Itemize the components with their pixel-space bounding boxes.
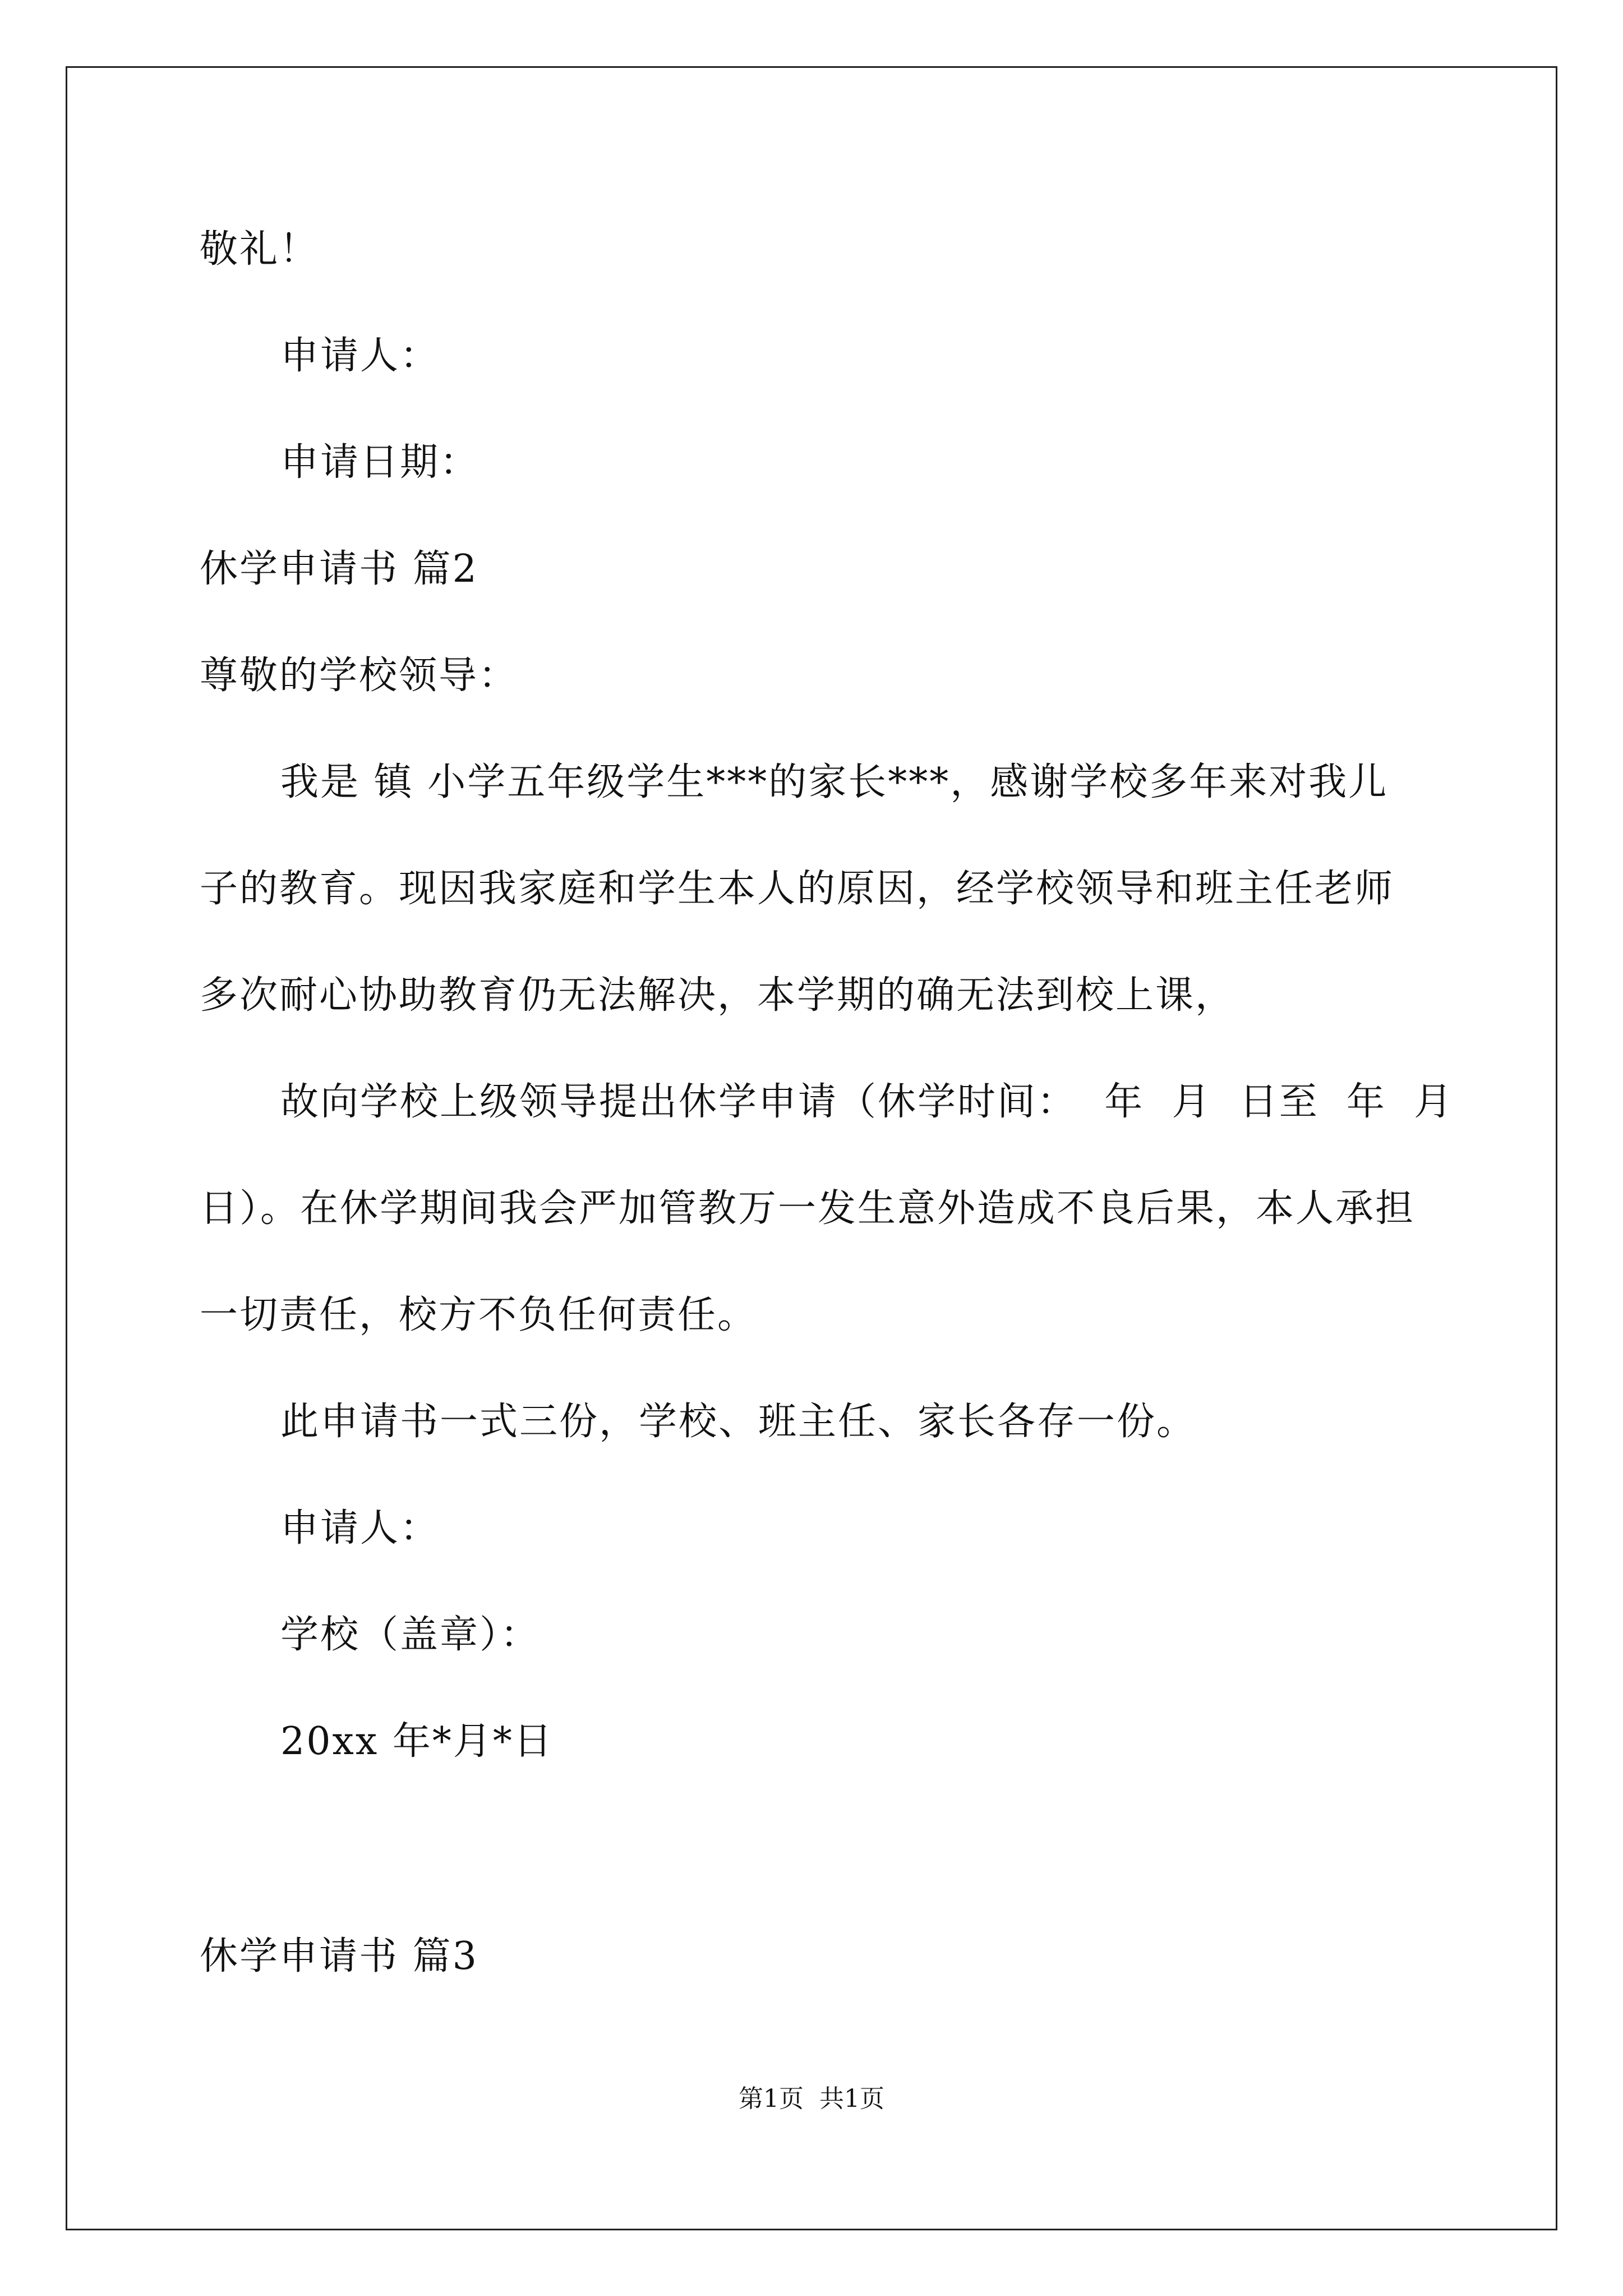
paragraph-2-line-1: 故向学校上级领导提出休学申请（休学时间： 年 月 日至 年 月 (280, 1080, 1454, 1124)
closing-text: 敬礼！ (200, 227, 320, 272)
applicant-label: 申请人： (280, 334, 440, 378)
section-heading-3: 休学申请书 篇3 (200, 1934, 478, 1978)
page-border (66, 66, 1557, 2230)
school-seal-label: 学校（盖章）： (280, 1613, 541, 1657)
date-line: 20xx 年*月*日 (280, 1719, 554, 1764)
applicant-label-2: 申请人： (280, 1506, 440, 1550)
paragraph-2-line-2: 日）。在休学期间我会严加管教万一发生意外造成不良后果，本人承担 (200, 1186, 1415, 1231)
paragraph-2-line-3: 一切责任，校方不负任何责任。 (200, 1293, 758, 1337)
salutation: 尊敬的学校领导： (200, 654, 519, 698)
section-heading-2: 休学申请书 篇2 (200, 547, 478, 591)
date-label: 申请日期： (280, 440, 480, 485)
page-footer: 第1页 共1页 (739, 2085, 884, 2113)
paragraph-3: 此申请书一式三份，学校、班主任、家长各存一份。 (280, 1400, 1197, 1444)
paragraph-1-line-1: 我是 镇 小学五年级学生***的家长***，感谢学校多年来对我儿 (280, 760, 1389, 804)
paragraph-1-line-3: 多次耐心协助教育仍无法解决，本学期的确无法到校上课， (200, 973, 1235, 1018)
paragraph-1-line-2: 子的教育。现因我家庭和学生本人的原因，经学校领导和班主任老师 (200, 867, 1395, 911)
